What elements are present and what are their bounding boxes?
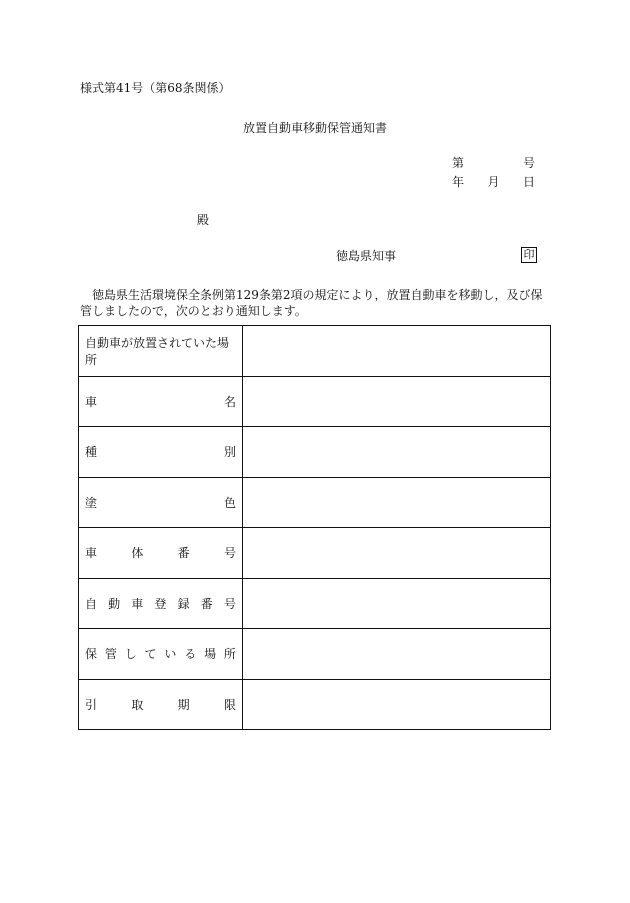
row-label: 車 体 番 号 [85,546,236,561]
info-table [78,325,551,730]
row-label-cell [79,376,243,427]
issuer-name: 徳島県知事 [336,249,397,263]
table-row [79,376,551,427]
table-row [79,326,551,377]
table-row [79,427,551,478]
row-label-cell [79,528,243,579]
row-value-cell[interactable] [243,629,551,680]
row-value-cell[interactable] [243,528,551,579]
row-label: 種 別 [85,445,236,460]
row-value-cell[interactable] [243,679,551,730]
row-label-cell [79,326,243,377]
table-row [79,629,551,680]
row-value-cell[interactable] [243,427,551,478]
body-text: 徳島県生活環境保全条例第129条第2項の規定により，放置自動車を移動し，及び保管しましたので，次のとおり通知します。 [80,288,543,318]
row-value-cell[interactable] [243,477,551,528]
row-label-cell [79,477,243,528]
row-label-cell [79,629,243,680]
row-label: 自 動 車 登 録 番 号 [85,596,236,611]
table-row [79,477,551,528]
form-number: 様式第41号（第68条関係） [80,81,231,95]
row-label: 塗 色 [85,495,236,510]
row-label-cell [79,679,243,730]
table-row [79,528,551,579]
addressee-honorific: 殿 [197,213,210,227]
document-title: 放置自動車移動保管通知書 [242,121,387,135]
row-value-cell[interactable] [243,326,551,377]
date-line [452,175,535,189]
row-label: 保 管 し て い る 場 所 [85,647,236,662]
table-row [79,578,551,629]
row-label: 自動車が放置されていた場所 [85,335,230,367]
reference-number-line [452,156,535,170]
seal-mark: 印 [521,247,537,263]
row-value-cell[interactable] [243,376,551,427]
body-paragraph [80,287,552,319]
table-row [79,679,551,730]
row-label-cell [79,427,243,478]
row-label-cell [79,578,243,629]
day-label: 日 [522,175,535,189]
row-value-cell[interactable] [243,578,551,629]
month-label: 月 [487,175,500,189]
number-prefix: 第 [452,156,465,170]
row-label: 車 名 [85,394,236,409]
row-label: 引 取 期 限 [85,697,236,712]
year-label: 年 [452,175,465,189]
number-suffix: 号 [522,156,535,170]
